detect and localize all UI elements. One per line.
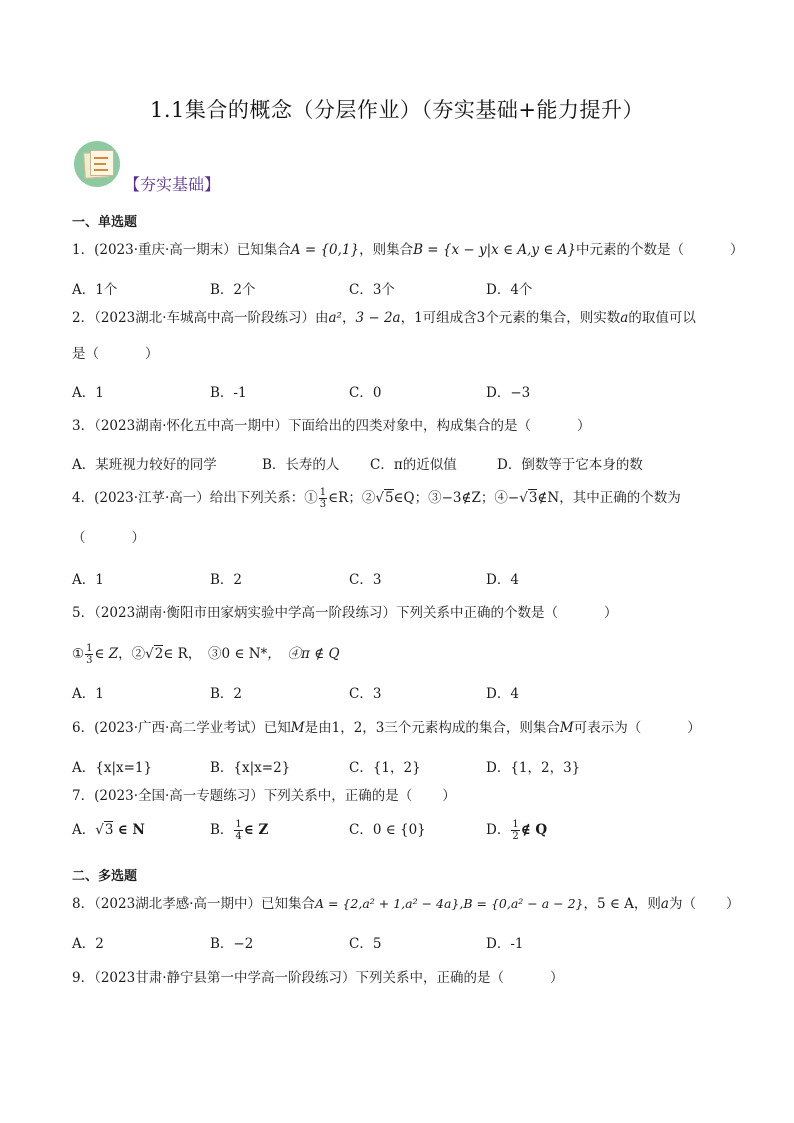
q7-option-b[interactable]: B． $\frac{1}{4}$ ∈ Z [210, 819, 269, 842]
q2-post: 的取值可以 [628, 310, 696, 326]
question-2 [72, 302, 732, 334]
q5-option-b[interactable]: B．2 [210, 686, 243, 702]
notes-icon [74, 141, 120, 187]
q8-mid: ，5 ∈ A，则 [583, 896, 661, 912]
q4-root2: 3 [528, 490, 538, 506]
question-5-items: ① $\frac{1}{3}$ ∈ Z，②√2∈ R， ③0 ∈ N*， ④π ∉ Q [72, 643, 340, 666]
q4-line2: （ [72, 530, 86, 546]
q1-option-d[interactable]: D．4个 [486, 282, 533, 298]
q3-close: ） [577, 418, 591, 434]
q8-pre: 8．（2023湖北孝感·高一期中）已知集合 [72, 896, 315, 912]
question-7 [72, 780, 732, 812]
q5-c2-rel: ∈ R [163, 646, 188, 662]
sheet-line [94, 157, 108, 159]
q3-option-b[interactable]: B．长寿的人 [262, 457, 340, 473]
q2-option-d[interactable]: D．−3 [486, 385, 531, 401]
q5-c1: ① [72, 646, 85, 662]
q2-expr-1: a² [328, 310, 342, 326]
q1-option-b[interactable]: B．2个 [210, 282, 256, 298]
question-4-line2 [72, 522, 732, 554]
q1-pre: 1．(2023·重庆·高一期末）已知集合 [72, 242, 291, 258]
q2-line2: 是（ [72, 346, 99, 362]
q4-option-c[interactable]: C．3 [349, 572, 382, 588]
q4-option-d[interactable]: D．4 [486, 572, 519, 588]
q2-options [72, 381, 732, 405]
q6-option-b[interactable]: B．{x|x=2} [210, 760, 291, 776]
q3-option-a[interactable]: A．某班视力较好的同学 [72, 457, 217, 473]
q9-close: ） [550, 970, 564, 986]
q4-r3: ∉N，其中正确的个数为 [537, 490, 681, 506]
q2-option-b[interactable]: B．-1 [210, 385, 247, 401]
q8-close: ） [725, 896, 740, 912]
q2-option-a[interactable]: A．1 [72, 385, 104, 401]
q2-close: ） [145, 346, 159, 362]
question-4: 4．(2023·江苸·高一）给出下列关系：① $\frac{1}{3}$ ∈R；②√5∈Q；③−3∉Z；④−√3∉N，其中正确的个数为 [72, 487, 681, 510]
q2-expr-2: 3 − 2a [355, 310, 401, 326]
q4-options [72, 568, 732, 592]
q5-c2-root: 2 [154, 646, 164, 662]
q7-option-c[interactable]: C．0 ∈ {0} [349, 822, 426, 838]
q5-c1-rel: ∈ Z [94, 646, 119, 662]
q1-post: 中元素的个数是（ [575, 242, 684, 258]
q5-fraction: $\frac{1}{3}$ [86, 643, 93, 666]
q8-expr: A = {2,a² + 1,a² − 4a},B = {0,a² − a − 2} [315, 896, 584, 911]
q5-close: ） [604, 605, 618, 621]
q5-c2: ，② [118, 646, 146, 662]
q4-pre: 4．(2023·江苸·高一）给出下列关系：① [72, 490, 318, 506]
sheet-line [94, 169, 108, 171]
q5-option-a[interactable]: A．1 [72, 686, 104, 702]
q8-option-a[interactable]: A．2 [72, 936, 104, 952]
q4-option-b[interactable]: B．2 [210, 572, 243, 588]
q6-option-d[interactable]: D．{1，2，3} [486, 760, 581, 776]
q1-option-c[interactable]: C．3个 [349, 282, 395, 298]
q4-root1: 5 [384, 490, 394, 506]
q6-post: 可表示为（ [573, 720, 642, 736]
q1-mid: ，则集合 [359, 242, 414, 258]
q5-options [72, 682, 732, 706]
q5-option-c[interactable]: C．3 [349, 686, 382, 702]
q8-var: a [660, 896, 669, 912]
q4-fraction: $\frac{1}{3}$ [319, 487, 327, 510]
q1-expr-b: B = {x − y|x ∈ A,y ∈ A} [413, 242, 576, 258]
q6-var1: M [290, 720, 305, 736]
q6-pre: 6．(2023·广西·高二学业考试）已知 [72, 720, 291, 736]
q3-option-c[interactable]: C．π的近似值 [370, 457, 457, 473]
heading-multi-choice: 二、多选题 [72, 869, 138, 884]
question-9 [72, 962, 732, 994]
q3-option-d[interactable]: D．倒数等于它本身的数 [497, 457, 643, 473]
q1-option-a[interactable]: A．1个 [72, 282, 118, 298]
q5-option-d[interactable]: D．4 [486, 686, 519, 702]
q2-var: a [620, 310, 629, 326]
q1-close: ） [729, 242, 744, 258]
q2-sep2: ，1可组成含3个元素的集合，则实数 [400, 310, 621, 326]
q6-var2: M [559, 720, 574, 736]
q7-options [72, 818, 732, 848]
question-3 [72, 410, 732, 442]
question-5 [72, 597, 732, 629]
q5-text: 5．（2023湖南·衡阳市田家炳实验中学高一阶段练习）下列关系中正确的个数是（ [72, 605, 558, 621]
q8-option-d[interactable]: D．-1 [486, 936, 524, 952]
q6-mid: 是由1，2，3三个元素构成的集合，则集合 [304, 720, 560, 736]
sheet-line [94, 163, 106, 165]
q6-option-a[interactable]: A．{x|x=1} [72, 760, 153, 776]
q6-options [72, 756, 732, 780]
q8-option-c[interactable]: C．5 [349, 936, 382, 952]
q2-pre: 2．（2023湖北·车城高中高一阶段练习）由 [72, 310, 329, 326]
q3-options [72, 453, 732, 477]
question-1 [72, 234, 744, 266]
q7-text: 7．(2023·全国·高一专题练习）下列关系中，正确的是（ [72, 788, 413, 804]
q7-close: ） [442, 788, 456, 804]
q6-option-c[interactable]: C．{1，2} [349, 760, 421, 776]
section-label: 【夯实基础】 [124, 175, 221, 194]
q9-text: 9．（2023甘肃·静宁县第一中学高一阶段练习）下列关系中，正确的是（ [72, 970, 504, 986]
q4-r2: ∈Q；③−3∉Z；④− [393, 490, 520, 506]
q1-options [72, 278, 732, 302]
q8-option-b[interactable]: B．−2 [210, 936, 254, 952]
page-title: 1.1集合的概念（分层作业）（夯实基础+能力提升） [150, 98, 644, 122]
q8-options [72, 932, 732, 956]
q5-c4: ， ④π ∉ Q [267, 646, 340, 662]
q2-option-c[interactable]: C．0 [349, 385, 382, 401]
q8-post: 为（ [668, 896, 696, 912]
heading-single-choice: 一、单选题 [72, 215, 138, 230]
q2-sep1: ， [341, 310, 356, 326]
question-8 [72, 888, 740, 920]
q7-option-d[interactable]: D． $\frac{1}{2}$ ∉ Q [486, 819, 548, 842]
q4-option-a[interactable]: A．1 [72, 572, 104, 588]
q1-expr-a: A = {0,1} [290, 242, 360, 258]
question-2-line2 [72, 338, 732, 370]
q3-text: 3．（2023湖南·怀化五中高一期中）下面给出的四类对象中，构成集合的是（ [72, 418, 531, 434]
q5-c3: ， ③0 ∈ N* [187, 646, 268, 662]
question-6 [72, 712, 732, 744]
q7-option-a[interactable]: A．√3 ∈ N [72, 822, 145, 838]
q4-r1: ∈R；② [328, 490, 376, 506]
q4-close: ） [131, 530, 145, 546]
q6-close: ） [687, 720, 701, 736]
